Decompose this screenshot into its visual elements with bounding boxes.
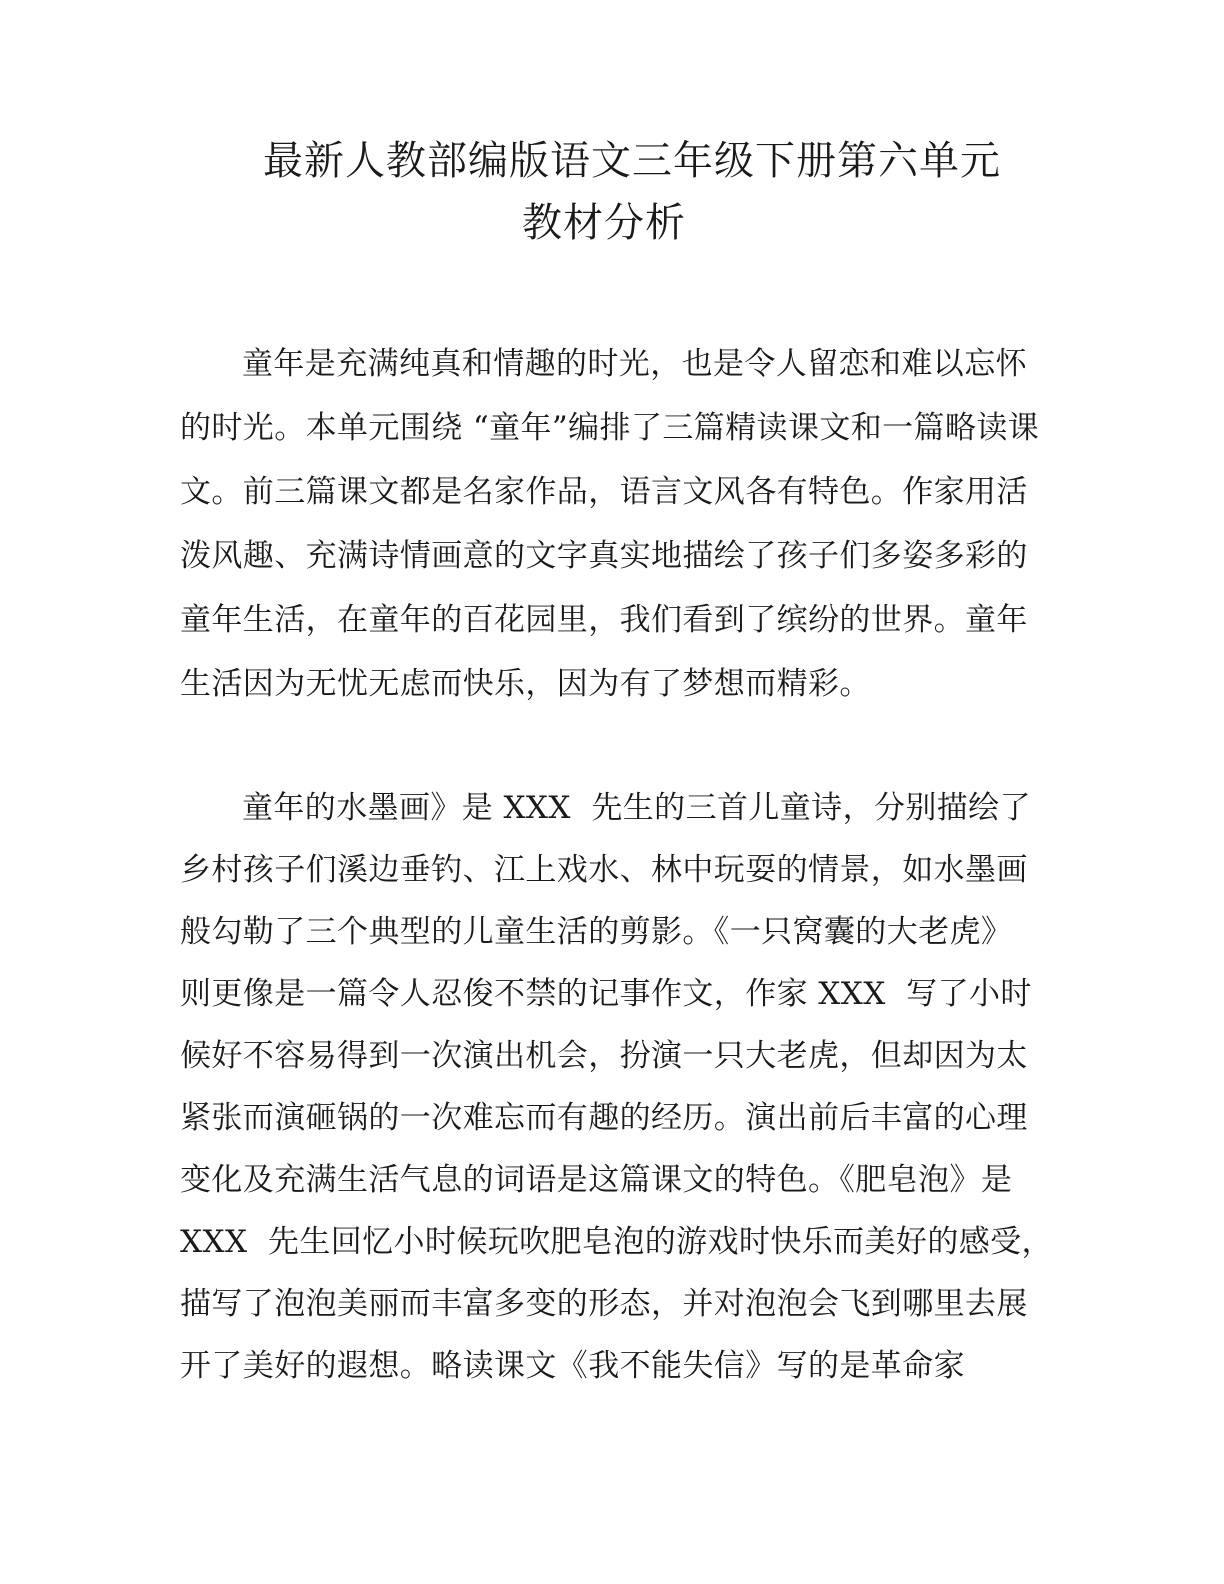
- paragraph-line: XXX 先生回忆小时候玩吹肥皂泡的游戏时快乐而美好的感受，: [180, 1224, 1053, 1260]
- paragraph-line: 泼风趣、充满诗情画意的文字真实地描绘了孩子们多姿多彩的: [180, 538, 1028, 574]
- paragraph-line: 变化及充满生活气息的词语是这篇课文的特色。《肥皂泡》是: [180, 1162, 1013, 1198]
- document-title-line-2: 教材分析: [522, 200, 686, 246]
- paragraph-line: 则更像是一篇令人忍俊不禁的记事作文，作家 XXX 写了小时: [180, 976, 1032, 1012]
- paragraph-line: 候好不容易得到一次演出机会，扮演一只大老虎，但却因为太: [180, 1038, 1028, 1074]
- paragraph-line: 紧张而演砸锅的一次难忘而有趣的经历。演出前后丰富的心理: [180, 1100, 1028, 1136]
- paragraph-line: 生活因为无忧无虑而快乐，因为有了梦想而精彩。: [180, 666, 871, 702]
- paragraph-line: 的时光。本单元围绕 “童年”编排了三篇精读课文和一篇略读课: [180, 410, 1040, 446]
- document-title-line-1: 最新人教部编版语文三年级下册第六单元: [263, 138, 1001, 184]
- paragraph-line: 文。前三篇课文都是名家作品，语言文风各有特色。作家用活: [180, 474, 1028, 510]
- paragraph-line: 童年生活，在童年的百花园里，我们看到了缤纷的世界。童年: [180, 602, 1028, 638]
- paragraph-line: 般勾勒了三个典型的儿童生活的剪影。《一只窝囊的大老虎》: [180, 914, 1013, 950]
- paragraph-line: 开了美好的遐想。略读课文《我不能失信》写的是革命家: [180, 1348, 965, 1384]
- paragraph-line: 乡村孩子们溪边垂钓、江上戏水、林中玩耍的情景，如水墨画: [180, 852, 1028, 888]
- paragraph-line: 描写了泡泡美丽而丰富多变的形态，并对泡泡会飞到哪里去展: [180, 1286, 1028, 1322]
- paragraph-line: 童年是充满纯真和情趣的时光，也是令人留恋和难以忘怀: [242, 346, 1027, 382]
- paragraph-line: 童年的水墨画》是 XXX 先生的三首儿童诗，分别描绘了: [242, 790, 1031, 826]
